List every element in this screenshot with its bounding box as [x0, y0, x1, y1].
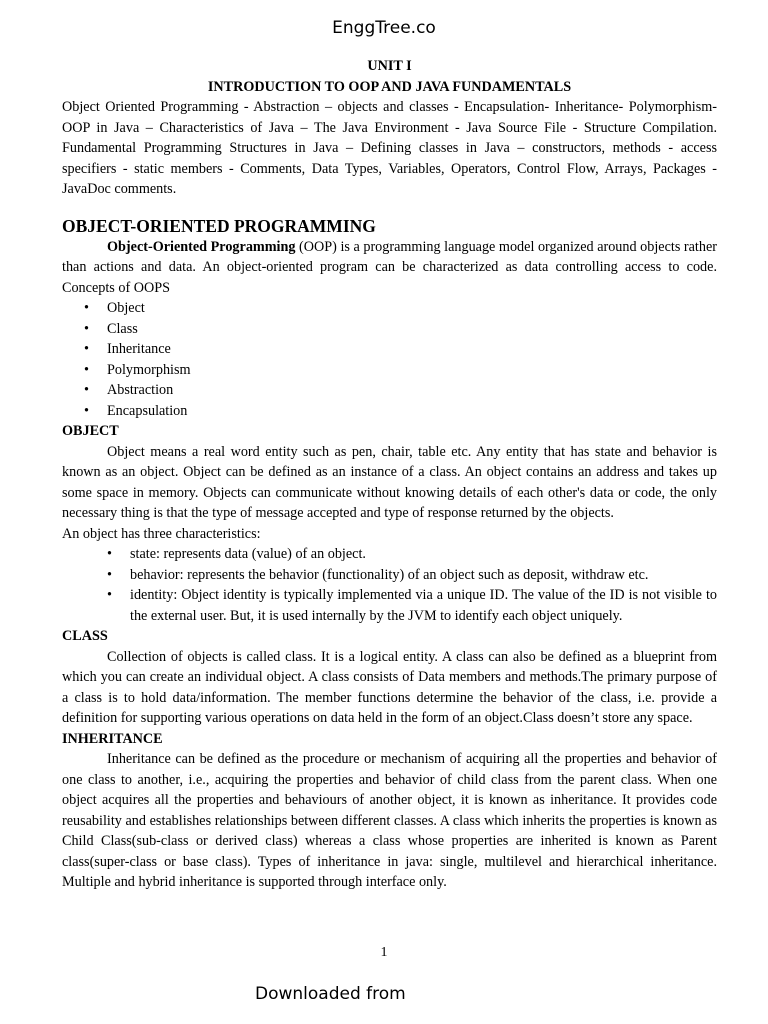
list-item: • Object	[62, 298, 717, 319]
inheritance-heading: INHERITANCE	[62, 730, 163, 747]
page-number: 1	[380, 945, 388, 960]
concepts-list	[62, 298, 717, 421]
document-page	[62, 56, 717, 893]
syllabus-paragraph: Object Oriented Programming - Abstraction – objects and classes - Encapsulation- Inheritance- Polymorphism- OOP in Java – Characteristics of Java – The Java Environment - Java Source File - Structure Compilation. Fundamental Programming Structures in Java – Defining classes in Java – constructors, methods - access specifiers - static members - Comments, Data Types, Variables, Operators, Control Flow, Arrays, Packages - JavaDoc comments.	[62, 99, 717, 197]
list-item: • Polymorphism	[62, 360, 717, 381]
characteristics-list	[62, 544, 717, 626]
list-item: • behavior: represents the behavior (functionality) of an object such as deposit, withdraw etc.	[62, 565, 717, 586]
site-header: EnggTree.co	[332, 18, 436, 38]
list-item: • Encapsulation	[62, 401, 717, 422]
footer-text: Downloaded from	[255, 984, 406, 1004]
oop-intro	[62, 237, 717, 299]
unit-label: UNIT I	[367, 58, 412, 74]
inheritance-paragraph: Inheritance can be defined as the procedure or mechanism of acquiring all the properties and behavior of one class to another, i.e., acquiring the properties and behavior of child class from the parent class. When one object acquires all the properties and behaviours of another object, it is known as inheritance. It provides code reusability and establishes relationships between different classes. A class which inherits the properties is known as Child Class(sub-class or derived class) whereas a class whose properties are inherited is known as Parent class(super-class or base class). Types of inheritance in java: single, multilevel and hierarchical inheritance. Multiple and hybrid inheritance is supported through interface only.	[62, 751, 717, 890]
list-item: • identity: Object identity is typically implemented via a unique ID. The value of the ID is not visible to the external user. But, it is used internally by the JVM to identify each object uniquely.	[62, 585, 717, 626]
unit-title: INTRODUCTION TO OOP AND JAVA FUNDAMENTALS	[207, 78, 572, 95]
class-heading: CLASS	[62, 628, 108, 644]
list-item: • Class	[62, 319, 717, 340]
oop-intro-text: (OOP) is a programming language model organized around objects rather than actions and data. An object-oriented program can be characterized as data controlling access to code. Concepts of OOPS	[62, 238, 717, 296]
list-item: • state: represents data (value) of an object.	[62, 544, 717, 565]
characteristics-intro: An object has three characteristics:	[62, 525, 261, 542]
oop-heading: OBJECT-ORIENTED PROGRAMMING	[62, 215, 376, 236]
list-item: • Abstraction	[62, 380, 717, 401]
oop-term: Object-Oriented Programming	[107, 238, 296, 255]
object-paragraph: Object means a real word entity such as pen, chair, table etc. Any entity that has state and behavior is known as an object. Object can be defined as an instance of a class. An object contains an address and takes up some space in memory. Objects can communicate without knowing details of each other's data or code, the only necessary thing is that the type of message accepted and type of response returned by the objects.	[62, 443, 717, 521]
object-heading: OBJECT	[62, 423, 119, 439]
class-paragraph: Collection of objects is called class. It is a logical entity. A class can also be defined as a blueprint from which you can create an individual object. A class consists of Data members and methods.The primary purpose of a class is to hold data/information. The member functions determine the behavior of the class, i.e. provide a definition for supporting various operations on data held in the form of an object.Class doesn’t store any space.	[62, 648, 717, 726]
list-item: • Inheritance	[62, 339, 717, 360]
